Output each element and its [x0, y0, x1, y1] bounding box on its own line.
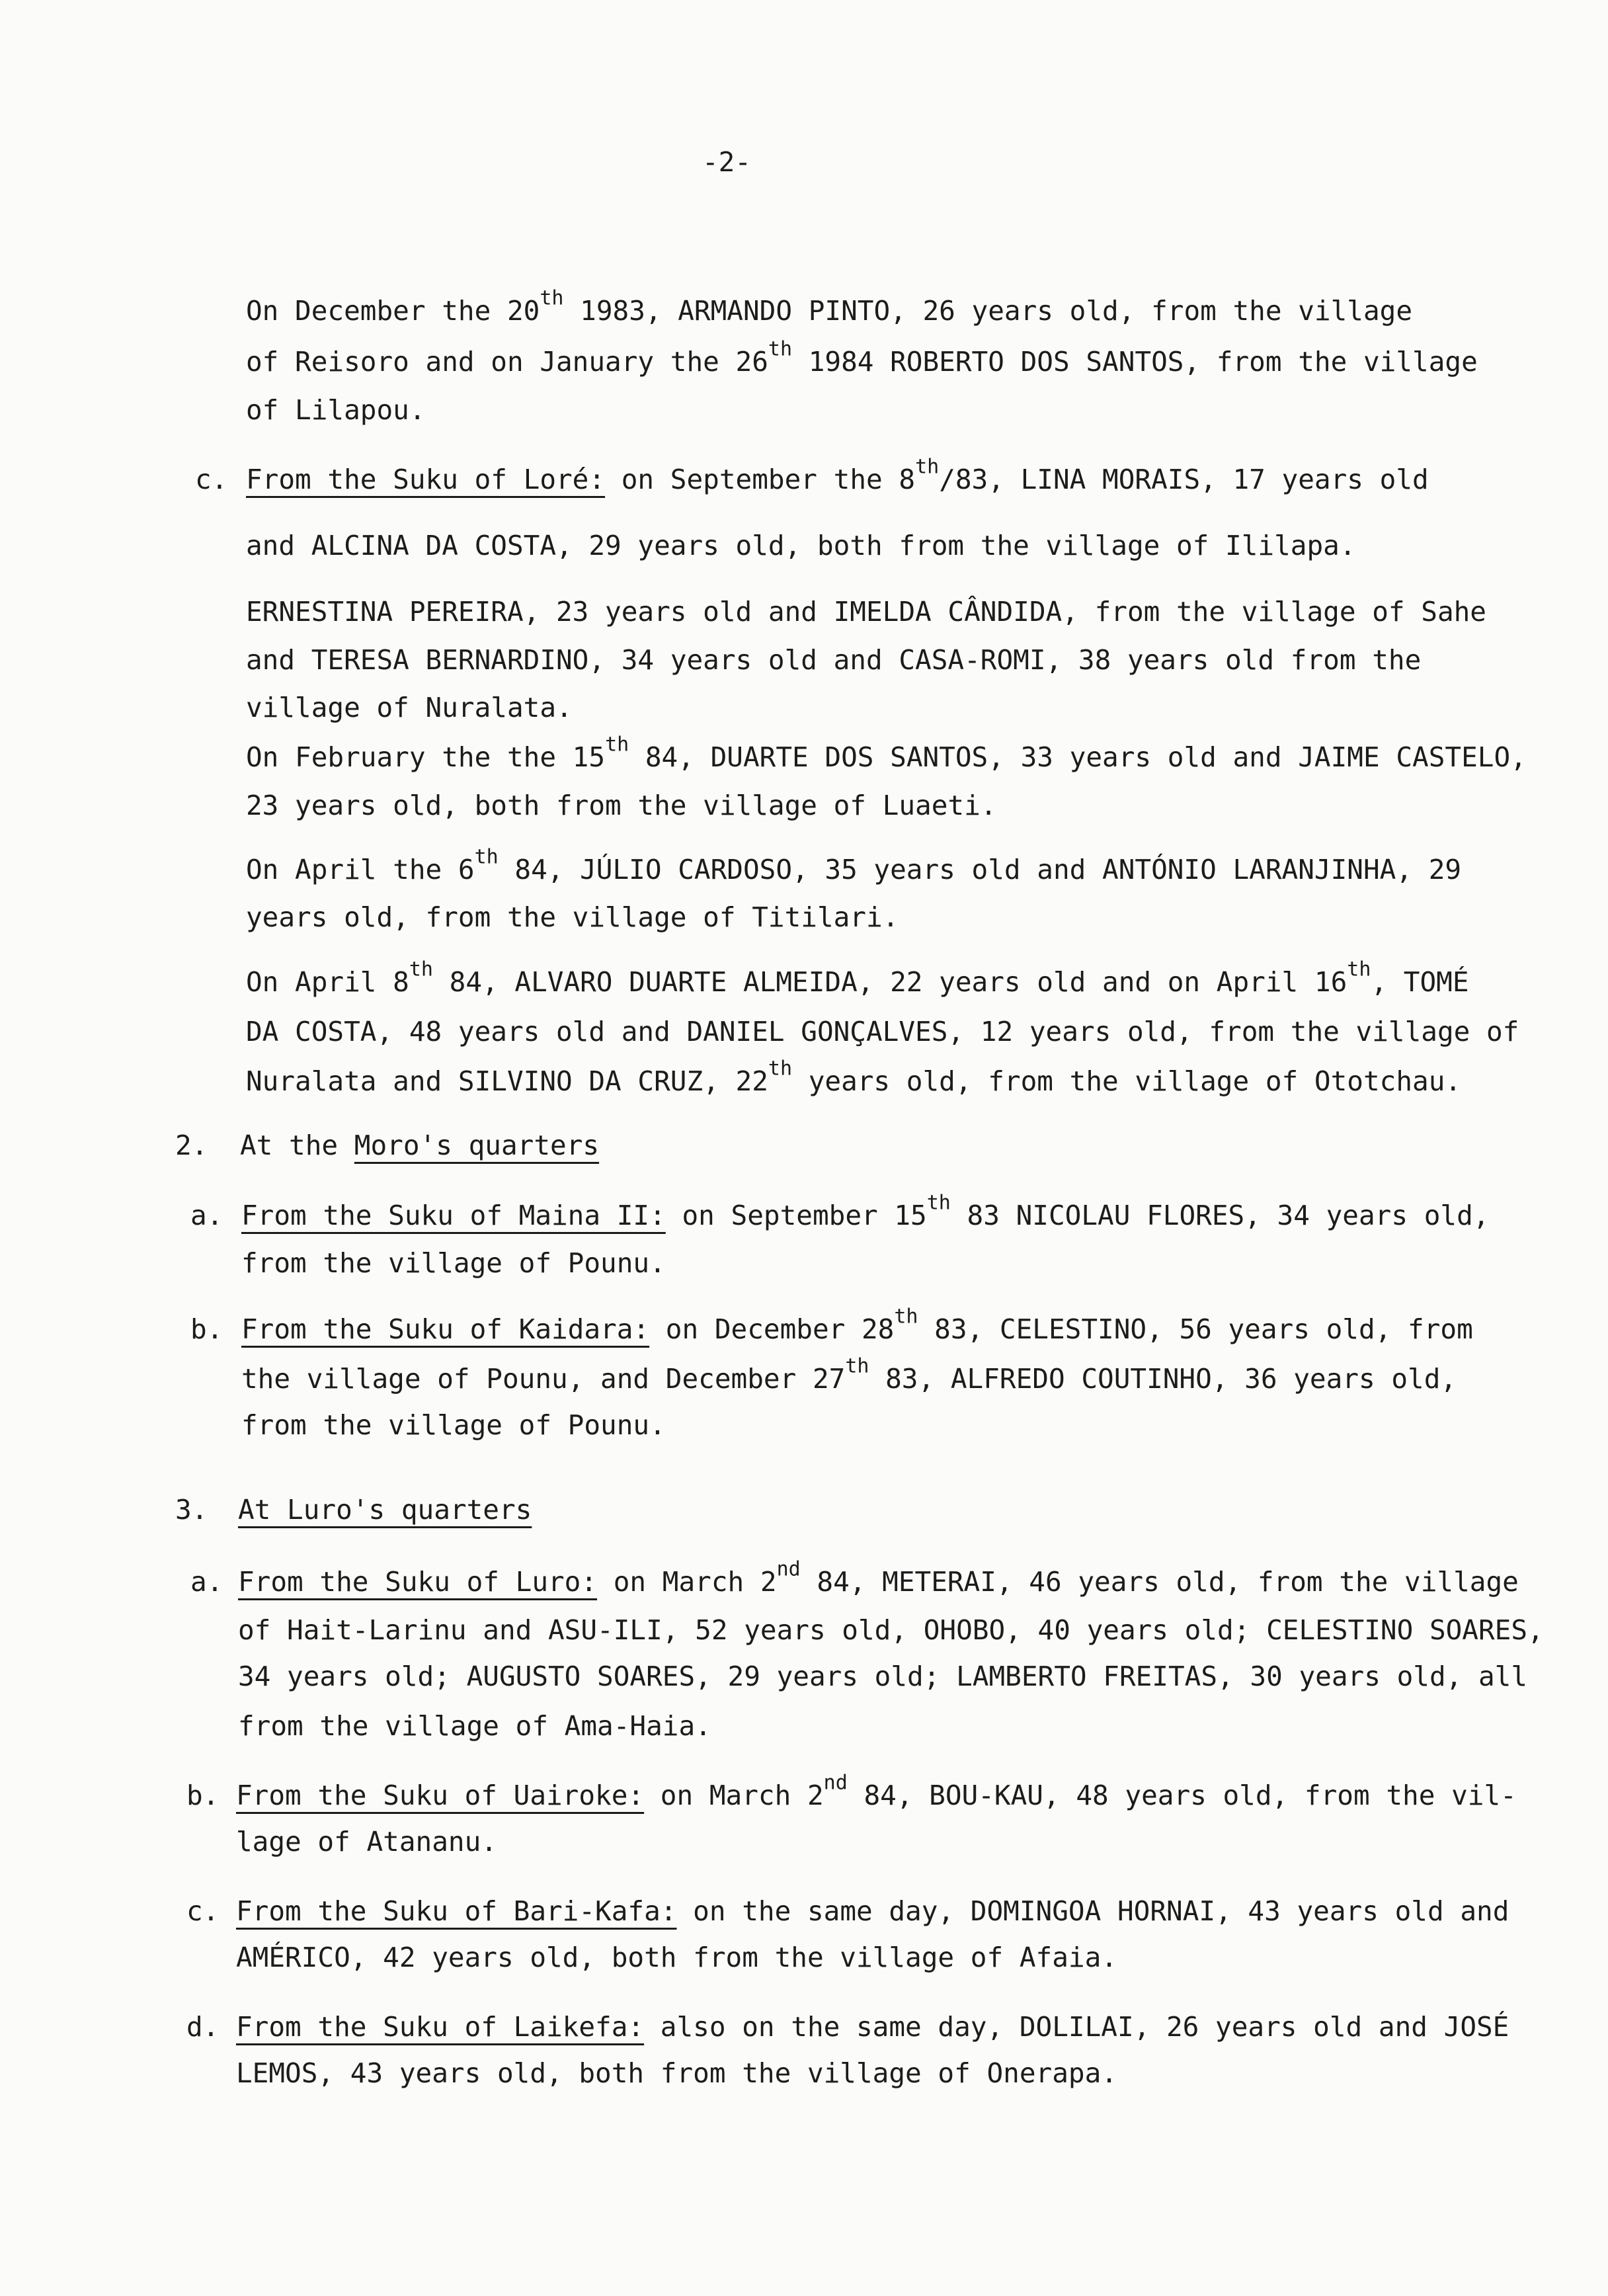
ordinal-suffix: th	[540, 286, 564, 310]
list-marker: 3.	[175, 1494, 208, 1526]
text-run: 84, METERAI, 46 years old, from the village	[800, 1566, 1519, 1598]
text-run: 84, BOU-KAU, 48 years old, from the vil-	[847, 1780, 1517, 1811]
text-run: on March 2	[597, 1566, 777, 1598]
item-line	[246, 734, 1527, 780]
ordinal-suffix: th	[915, 455, 940, 479]
page-number: -2-	[702, 146, 752, 178]
suku-heading: From the Suku of Maina II:	[241, 1200, 666, 1231]
text-run: DA COSTA, 48 years old and DANIEL GONÇALVES, 12 years old, from the village of	[246, 1016, 1519, 1047]
text-run: 1984 ROBERTO DOS SANTOS, from the village	[792, 346, 1478, 378]
text-run: , TOMÉ	[1371, 966, 1469, 998]
item-line	[238, 1607, 1544, 1653]
suku-heading: From the Suku of Bari-Kafa:	[236, 1895, 677, 1927]
intro-line	[246, 387, 426, 433]
text-run: also on the same day, DOLILAI, 26 years old and JOSÉ	[644, 2011, 1509, 2043]
item-line	[246, 846, 1461, 893]
item-line	[246, 959, 1469, 1005]
ordinal-suffix: nd	[823, 1771, 848, 1795]
text-run: of Reisoro and on January the 26	[246, 346, 768, 378]
suku-heading: From the Suku of Uairoke:	[236, 1780, 645, 1811]
text-run: 83, ALFREDO COUTINHO, 36 years old,	[869, 1363, 1457, 1395]
ordinal-suffix: th	[605, 733, 629, 757]
item-line	[246, 782, 996, 829]
intro-line	[246, 339, 1478, 385]
text-run: On April 8	[246, 966, 409, 998]
text-run: on the same day, DOMINGOA HORNAI, 43 years old and	[676, 1895, 1509, 1927]
text-run: LEMOS, 43 years old, both from the village of Onerapa.	[236, 2057, 1117, 2089]
text-run: from the village of Ama-Haia.	[238, 1710, 711, 1742]
ordinal-suffix: th	[926, 1191, 951, 1215]
text-run: lage of Atananu.	[236, 1826, 497, 1858]
item-line	[241, 1356, 1457, 1402]
item-first-line	[238, 1559, 1519, 1605]
item-first-line	[236, 2004, 1509, 2050]
text-run: 83, CELESTINO, 56 years old, from	[918, 1313, 1473, 1345]
suku-heading: From the Suku of Kaidara:	[241, 1313, 650, 1345]
suku-heading: From the Suku of Luro:	[238, 1566, 598, 1598]
text-run: ERNESTINA PEREIRA, 23 years old and IMELDA CÂNDIDA, from the village of Sahe	[246, 596, 1486, 628]
item-line	[246, 1008, 1519, 1055]
item-line	[238, 1703, 711, 1749]
ordinal-suffix: th	[768, 1057, 793, 1081]
item-line	[236, 2050, 1117, 2096]
text-run: 84, DUARTE DOS SANTOS, 33 years old and JAIME CASTELO,	[629, 741, 1527, 773]
item-line	[246, 894, 899, 940]
text-run: 34 years old; AUGUSTO SOARES, 29 years old; LAMBERTO FREITAS, 30 years old, all	[238, 1660, 1528, 1692]
text-run: /83, LINA MORAIS, 17 years old	[939, 464, 1429, 495]
text-run: on December 28	[649, 1313, 895, 1345]
text-run: and TERESA BERNARDINO, 34 years old and CASA-ROMI, 38 years old from the	[246, 644, 1422, 676]
item-line	[238, 1653, 1527, 1700]
ordinal-suffix: th	[845, 1354, 869, 1378]
text-run: 84, ALVARO DUARTE ALMEIDA, 22 years old and on April 16	[432, 966, 1347, 998]
text-run: AMÉRICO, 42 years old, both from the village of Afaia.	[236, 1942, 1117, 1973]
text-run: from the village of Pounu.	[241, 1409, 666, 1441]
ordinal-suffix: th	[474, 845, 499, 869]
item-first-line	[240, 1122, 599, 1168]
list-marker: c.	[195, 464, 228, 495]
item-line	[236, 1934, 1117, 1981]
text-run: On December the 20	[246, 295, 540, 327]
item-line	[246, 1058, 1461, 1104]
ordinal-suffix: nd	[776, 1557, 801, 1581]
text-run: and ALCINA DA COSTA, 29 years old, both from the village of Ililapa.	[246, 530, 1356, 561]
text-run: from the village of Pounu.	[241, 1247, 666, 1279]
section-heading: Moro's quarters	[354, 1129, 600, 1161]
text-run: on September 15	[665, 1200, 927, 1231]
item-first-line	[241, 1192, 1489, 1239]
item-line	[246, 589, 1486, 635]
item-line	[246, 637, 1421, 683]
ordinal-suffix: th	[409, 958, 433, 981]
item-line	[236, 1819, 497, 1865]
section-heading: At Luro's quarters	[238, 1494, 532, 1526]
text-run: of Hait-Larinu and ASU-ILI, 52 years old, OHOBO, 40 years old; CELESTINO SOARES,	[238, 1614, 1544, 1646]
list-marker: a.	[190, 1566, 223, 1598]
item-line	[246, 522, 1356, 569]
list-marker: c.	[186, 1895, 220, 1927]
item-line	[241, 1240, 666, 1286]
section-prefix: At the	[240, 1129, 354, 1161]
ordinal-suffix: th	[1347, 958, 1371, 981]
intro-line	[246, 288, 1412, 334]
text-run: Nuralata and SILVINO DA CRUZ, 22	[246, 1065, 768, 1097]
text-run: 83 NICOLAU FLORES, 34 years old,	[950, 1200, 1490, 1231]
text-run: 84, JÚLIO CARDOSO, 35 years old and ANTÓNIO LARANJINHA, 29	[498, 854, 1462, 885]
text-run: On February the the 15	[246, 741, 606, 773]
item-first-line	[236, 1772, 1517, 1819]
list-marker: b.	[190, 1313, 223, 1345]
text-run: 1983, ARMANDO PINTO, 26 years old, from the village	[563, 295, 1413, 327]
text-run: of Lilapou.	[246, 394, 426, 426]
list-marker: a.	[190, 1200, 223, 1231]
list-marker: b.	[186, 1780, 220, 1811]
ordinal-suffix: th	[768, 337, 793, 361]
suku-heading: From the Suku of Loré:	[246, 464, 606, 495]
text-run: on March 2	[644, 1780, 824, 1811]
item-first-line	[246, 456, 1429, 503]
suku-heading: From the Suku of Laikefa:	[236, 2011, 645, 2043]
text-run: 23 years old, both from the village of Luaeti.	[246, 790, 997, 821]
text-run: years old, from the village of Ototchau.	[792, 1065, 1462, 1097]
ordinal-suffix: th	[894, 1305, 918, 1329]
item-first-line	[241, 1306, 1473, 1352]
item-first-line	[238, 1487, 532, 1533]
item-line	[241, 1402, 666, 1448]
text-run: village of Nuralata.	[246, 692, 573, 723]
text-run: the village of Pounu, and December 27	[241, 1363, 846, 1395]
item-first-line	[236, 1888, 1509, 1934]
item-line	[246, 684, 573, 731]
list-marker: 2.	[175, 1129, 208, 1161]
list-marker: d.	[186, 2011, 220, 2043]
text-run: years old, from the village of Titilari.	[246, 901, 899, 933]
text-run: on September the 8	[605, 464, 916, 495]
text-run: On April the 6	[246, 854, 475, 885]
